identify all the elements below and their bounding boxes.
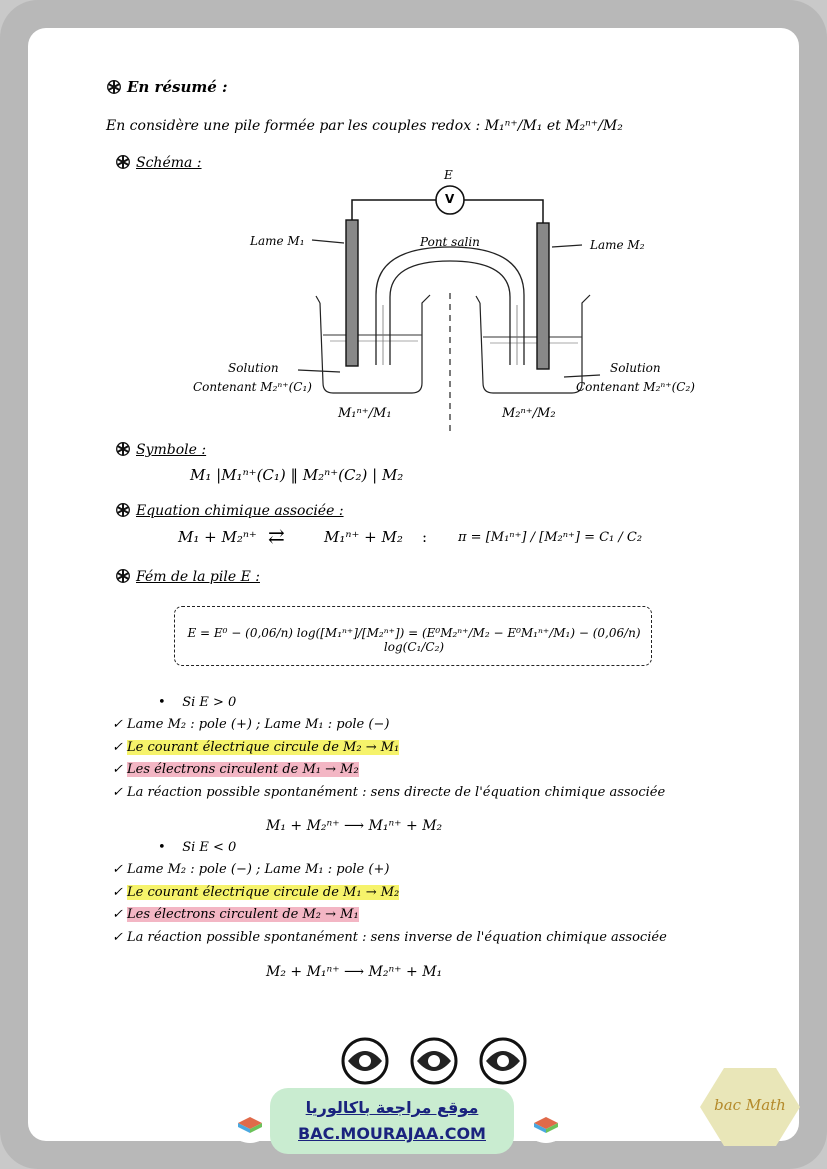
left-wire — [352, 200, 436, 227]
ornament-icon — [343, 1039, 387, 1083]
negative-item-2: ✓ Le courant électrique circule de M₁ → M₂ — [112, 885, 400, 900]
case-negative-condition: • Si E < 0 — [158, 840, 237, 855]
positive-item-4: ✓ La réaction possible spontanément : sens directe de l'équation chimique associée — [112, 785, 666, 800]
left-solution-label-1: Solution — [228, 361, 279, 375]
flower-bullet-icon — [116, 503, 130, 517]
flower-bullet-icon — [116, 569, 130, 583]
positive-item-1: ✓ Lame M₂ : pole (+) ; Lame M₁ : pole (−) — [112, 717, 390, 732]
negative-item-3: ✓ Les électrons circulent de M₂ → M₁ — [112, 907, 359, 922]
right-solution-label-2: Contenant M₂ⁿ⁺(C₂) — [576, 380, 695, 394]
equation-heading: Equation chimique associée : — [136, 503, 344, 519]
fem-heading-row — [116, 569, 260, 585]
right-couple-label: M₂ⁿ⁺/M₂ — [502, 406, 556, 421]
item-text: Lame M₂ : pole (+) ; Lame M₁ : pole (−) — [127, 717, 390, 732]
voltmeter-label: E — [444, 168, 453, 182]
badge-text: bac Math — [714, 1096, 786, 1114]
right-plate — [537, 223, 549, 369]
fem-heading: Fém de la pile E : — [136, 569, 260, 585]
negative-item-4: ✓ La réaction possible spontanément : sens inverse de l'équation chimique associée — [112, 930, 667, 945]
pointer-right-plate — [552, 245, 582, 247]
equation-separator: : — [422, 528, 428, 546]
salt-bridge-label: Pont salin — [420, 235, 480, 249]
equation-reactants: M₁ + M₂ⁿ⁺ — [178, 528, 257, 546]
site-url-link[interactable]: BAC.MOURAJAA.COM — [298, 1124, 486, 1143]
right-wire — [464, 200, 543, 227]
right-beaker — [480, 295, 590, 393]
left-couple-label: M₁ⁿ⁺/M₁ — [338, 406, 392, 421]
right-plate-label: Lame M₂ — [590, 238, 645, 252]
symbol-formula: M₁ |M₁ⁿ⁺(C₁) ‖ M₂ⁿ⁺(C₂) | M₂ — [190, 466, 404, 484]
positive-reaction: M₁ + M₂ⁿ⁺ ⟶ M₁ⁿ⁺ + M₂ — [266, 818, 443, 834]
positive-item-2: ✓ Le courant électrique circule de M₂ → M₁ — [112, 740, 400, 755]
equilibrium-arrow: ⇄ — [268, 524, 285, 548]
item-text: Les électrons circulent de M₂ → M₁ — [127, 907, 359, 922]
negative-reaction: M₂ + M₁ⁿ⁺ ⟶ M₂ⁿ⁺ + M₁ — [266, 964, 443, 980]
fem-formula: E = E⁰ − (0,06/n) log([M₁ⁿ⁺]/[M₂ⁿ⁺]) = (E⁰M₂ⁿ⁺/M₂ − E⁰M₁ⁿ⁺/M₁) − (0,06/n) log(C₁/C₂) — [187, 626, 641, 654]
item-text: La réaction possible spontanément : sens directe de l'équation chimique associée — [127, 785, 666, 800]
item-text: Le courant électrique circule de M₁ → M₂ — [127, 885, 400, 900]
summary-heading: En résumé : — [127, 78, 228, 96]
positive-item-3: ✓ Les électrons circulent de M₁ → M₂ — [112, 762, 359, 777]
negative-item-1: ✓ Lame M₂ : pole (−) ; Lame M₁ : pole (+) — [112, 862, 390, 877]
item-text: Les électrons circulent de M₁ → M₂ — [127, 762, 359, 777]
item-text: La réaction possible spontanément : sens inverse de l'équation chimique associée — [127, 930, 667, 945]
book-logo-right-icon — [520, 1093, 572, 1145]
flower-bullet-icon — [116, 155, 130, 169]
book-logo-left-icon — [224, 1093, 276, 1145]
item-text: Le courant électrique circule de M₂ → M₁ — [127, 740, 400, 755]
site-arabic-label: موقع مراجعة باكالوريا — [305, 1098, 479, 1117]
ornament-row — [340, 1036, 530, 1086]
item-text: Lame M₂ : pole (−) ; Lame M₁ : pole (+) — [127, 862, 390, 877]
voltmeter-symbol: V — [445, 192, 455, 206]
symbol-heading: Symbole : — [136, 442, 207, 458]
summary-heading-row — [107, 78, 228, 96]
pointer-left-plate — [312, 240, 344, 243]
left-plate-label: Lame M₁ — [250, 234, 305, 248]
cell-diagram — [180, 165, 720, 445]
left-plate — [346, 220, 358, 366]
ornament-icon — [481, 1039, 525, 1083]
condition-text: Si E > 0 — [182, 695, 237, 710]
ornament-icon — [412, 1039, 456, 1083]
schema-heading: Schéma : — [136, 155, 202, 171]
condition-text: Si E < 0 — [182, 840, 237, 855]
site-banner[interactable] — [270, 1088, 514, 1154]
equation-products: M₁ⁿ⁺ + M₂ — [324, 528, 403, 546]
left-solution-label-2: Contenant M₂ⁿ⁺(C₁) — [193, 380, 312, 394]
intro-text: En considère une pile formée par les couples redox : M₁ⁿ⁺/M₁ et M₂ⁿ⁺/M₂ — [106, 118, 623, 134]
case-positive-condition: • Si E > 0 — [158, 695, 237, 710]
flower-bullet-icon — [116, 442, 130, 456]
right-solution-label-1: Solution — [610, 361, 661, 375]
reaction-quotient: π = [M₁ⁿ⁺] / [M₂ⁿ⁺] = C₁ / C₂ — [458, 530, 643, 545]
equation-heading-row — [116, 503, 344, 519]
flower-bullet-icon — [107, 80, 121, 94]
left-beaker — [320, 295, 430, 393]
pointer-left-solution — [298, 370, 340, 372]
symbol-heading-row — [116, 442, 206, 458]
